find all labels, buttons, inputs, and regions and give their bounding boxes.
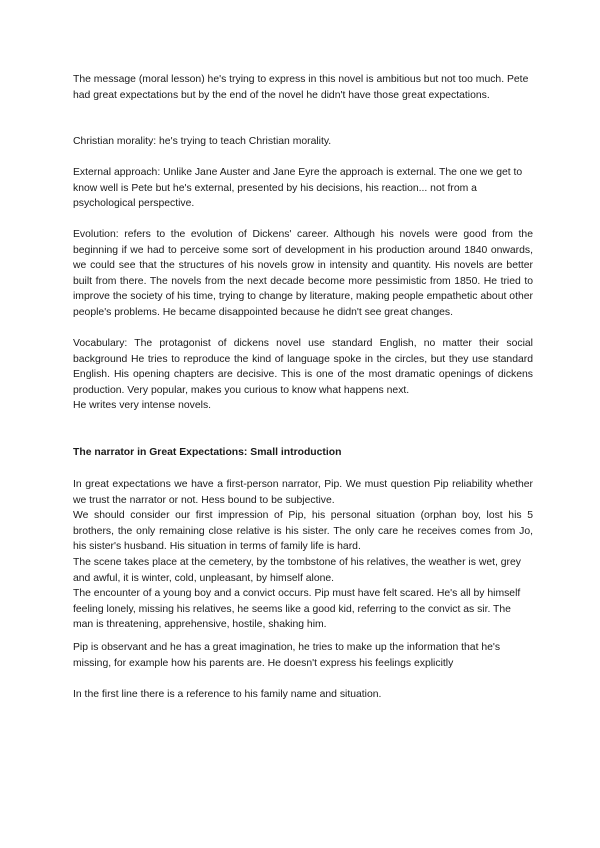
- paragraph-evolution: Evolution: refers to the evolution of Dickens' career. Although his novels were good from the beginning if we had to perceive some sort of development in his production around 1840 onwards, we could see that the structures of his novels grow in intensity and quantity. His novels are better built from there. The novels from the next decade become more pessimistic from 1850. He tried to improve the society of his time, trying to change by literature, making people empathetic about other people's problems. He became disappointed because he didn't see great changes.: [73, 229, 533, 318]
- paragraph-convict-encounter: The encounter of a young boy and a convict occurs. Pip must have felt scared. He's all by himself feeling lonely, missing his relatives, he seems like a good kid, referring to the convict as sir. The man is threatening, apprehensive, hostile, shaking him.: [73, 588, 521, 631]
- paragraph-external-approach: External approach: Unlike Jane Auster and Jane Eyre the approach is external. The one we get to know well is Pete but he's external, presented by his decisions, his reaction... not from a psychological perspective.: [73, 167, 523, 210]
- paragraph-first-impression: We should consider our first impression of Pip, his personal situation (orphan boy, lost his 5 brothers, the only remaining close relative is his sister. The only care he receives comes from Jo, his sister's husband. His situation in terms of family life is hard.: [73, 510, 533, 553]
- paragraph-observant-pip: Pip is observant and he has a great imagination, he tries to make up the information that he's missing, for example how his parents are. He doesn't express his feelings explicitly: [73, 642, 501, 669]
- paragraph-christian-morality: Christian morality: he's trying to teach Christian morality.: [73, 136, 332, 147]
- paragraph-first-line: In the first line there is a reference to his family name and situation.: [73, 689, 382, 700]
- paragraph-first-person-narrator: In great expectations we have a first-person narrator, Pip. We must question Pip reliability whether we trust the narrator or not. Hess bound to be subjective.: [73, 479, 533, 506]
- paragraph-moral-lesson: The message (moral lesson) he's trying to express in this novel is ambitious but not too much. Pete had great expectations but by the end of the novel he didn't have those great expectations.: [73, 74, 529, 101]
- paragraph-intense-novels: He writes very intense novels.: [73, 400, 212, 411]
- paragraph-vocabulary: Vocabulary: The protagonist of dickens novel use standard English, no matter their social background He tries to reproduce the kind of language spoke in the circles, but they use standard English. His opening chapters are decisive. This is one of the most dramatic openings of dickens production. Very popular, makes you curious to know what happens next.: [73, 338, 533, 396]
- paragraph-cemetery-scene: The scene takes place at the cemetery, by the tombstone of his relatives, the weather is wet, grey and awful, it is winter, cold, unpleasant, by himself alone.: [73, 557, 521, 584]
- section-heading: The narrator in Great Expectations: Small introduction: [73, 447, 342, 458]
